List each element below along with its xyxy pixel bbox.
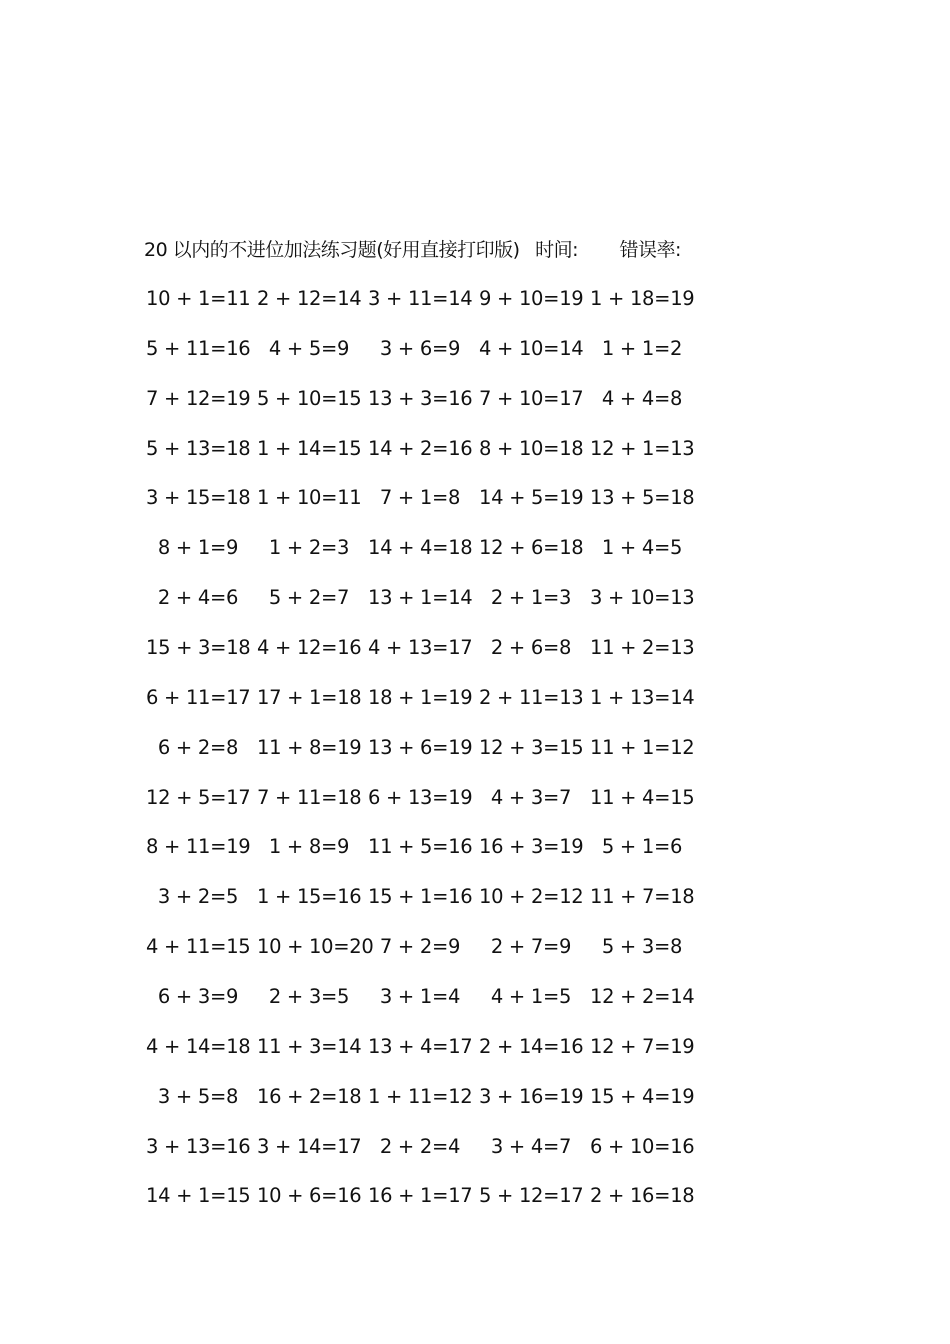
addition-problem: 1 + 18=19 (590, 287, 695, 310)
problem-row (146, 983, 706, 1033)
addition-problem: 6 + 10=16 (590, 1134, 695, 1158)
addition-problem: 15 + 1=16 (368, 885, 473, 909)
addition-problem: 7 + 11=18 (257, 785, 362, 809)
addition-problem: 4 + 13=17 (368, 636, 473, 660)
addition-problem: 11 + 3=14 (257, 1034, 362, 1058)
addition-problem: 2 + 6=8 (490, 636, 572, 660)
addition-problem: 1 + 8=9 (268, 835, 350, 859)
addition-problem: 12 + 3=15 (479, 735, 584, 759)
addition-problem: 2 + 1=3 (490, 586, 572, 610)
addition-problem: 14 + 5=19 (479, 486, 584, 510)
problem-row (146, 784, 706, 834)
addition-problem: 4 + 10=14 (479, 336, 584, 360)
problem-row (146, 1033, 706, 1083)
problem-row (146, 883, 706, 933)
addition-problem: 2 + 14=16 (479, 1034, 584, 1058)
problem-row (146, 285, 706, 335)
addition-problem: 13 + 5=18 (590, 486, 695, 510)
problem-row (146, 634, 706, 684)
problem-row (146, 385, 706, 435)
addition-problem: 13 + 6=19 (368, 735, 473, 759)
addition-problem: 2 + 4=6 (157, 586, 239, 610)
error-rate-label: 错误率: (619, 239, 681, 261)
problem-row (146, 534, 706, 584)
problem-row (146, 484, 706, 534)
addition-problem: 8 + 1=9 (157, 536, 239, 560)
addition-problem: 3 + 11=14 (368, 287, 473, 310)
addition-problem: 5 + 12=17 (479, 1184, 584, 1208)
addition-problem: 17 + 1=18 (257, 685, 362, 709)
addition-problem: 4 + 5=9 (268, 336, 350, 360)
problem-row (146, 335, 706, 385)
time-label: 时间: (535, 239, 578, 261)
addition-problem: 13 + 4=17 (368, 1034, 473, 1058)
problem-grid (146, 285, 706, 1232)
problem-row (146, 1083, 706, 1133)
worksheet-title: 20 以内的不进位加法练习题(好用直接打印版) (144, 239, 520, 261)
addition-problem: 1 + 4=5 (601, 536, 683, 560)
addition-problem: 2 + 2=4 (379, 1134, 461, 1158)
addition-problem: 5 + 3=8 (601, 935, 683, 959)
addition-problem: 6 + 2=8 (157, 735, 239, 759)
addition-problem: 4 + 4=8 (601, 386, 683, 410)
addition-problem: 3 + 13=16 (146, 1134, 251, 1158)
addition-problem: 1 + 2=3 (268, 536, 350, 560)
addition-problem: 11 + 5=16 (368, 835, 473, 859)
addition-problem: 10 + 1=11 (146, 287, 251, 310)
addition-problem: 7 + 12=19 (146, 386, 251, 410)
addition-problem: 2 + 12=14 (257, 287, 362, 310)
addition-problem: 8 + 10=18 (479, 436, 584, 460)
problem-row (146, 734, 706, 784)
addition-problem: 4 + 12=16 (257, 636, 362, 660)
addition-problem: 2 + 16=18 (590, 1184, 695, 1208)
addition-problem: 7 + 1=8 (379, 486, 461, 510)
addition-problem: 13 + 1=14 (368, 586, 473, 610)
addition-problem: 15 + 4=19 (590, 1084, 695, 1108)
addition-problem: 1 + 15=16 (257, 885, 362, 909)
addition-problem: 5 + 10=15 (257, 386, 362, 410)
problem-row (146, 933, 706, 983)
addition-problem: 3 + 2=5 (157, 885, 239, 909)
addition-problem: 2 + 7=9 (490, 935, 572, 959)
addition-problem: 1 + 1=2 (601, 336, 683, 360)
problem-row (146, 1133, 706, 1183)
addition-problem: 10 + 2=12 (479, 885, 584, 909)
addition-problem: 14 + 2=16 (368, 436, 473, 460)
addition-problem: 6 + 3=9 (157, 985, 239, 1009)
addition-problem: 3 + 1=4 (379, 985, 461, 1009)
problem-row (146, 684, 706, 734)
problem-row (146, 584, 706, 634)
addition-problem: 4 + 14=18 (146, 1034, 251, 1058)
addition-problem: 1 + 14=15 (257, 436, 362, 460)
addition-problem: 12 + 1=13 (590, 436, 695, 460)
addition-problem: 12 + 7=19 (590, 1034, 695, 1058)
addition-problem: 16 + 3=19 (479, 835, 584, 859)
problem-row (146, 833, 706, 883)
addition-problem: 4 + 11=15 (146, 935, 251, 959)
addition-problem: 5 + 13=18 (146, 436, 251, 460)
addition-problem: 6 + 13=19 (368, 785, 473, 809)
addition-problem: 12 + 5=17 (146, 785, 251, 809)
addition-problem: 2 + 3=5 (268, 985, 350, 1009)
addition-problem: 3 + 16=19 (479, 1084, 584, 1108)
addition-problem: 14 + 4=18 (368, 536, 473, 560)
addition-problem: 3 + 14=17 (257, 1134, 362, 1158)
addition-problem: 11 + 1=12 (590, 735, 695, 759)
addition-problem: 10 + 10=20 (257, 935, 374, 959)
addition-problem: 1 + 11=12 (368, 1084, 473, 1108)
addition-problem: 18 + 1=19 (368, 685, 473, 709)
addition-problem: 16 + 1=17 (368, 1184, 473, 1208)
problem-row (146, 1182, 706, 1232)
addition-problem: 7 + 2=9 (379, 935, 461, 959)
addition-problem: 12 + 6=18 (479, 536, 584, 560)
addition-problem: 6 + 11=17 (146, 685, 251, 709)
addition-problem: 7 + 10=17 (479, 386, 584, 410)
addition-problem: 8 + 11=19 (146, 835, 251, 859)
addition-problem: 5 + 2=7 (268, 586, 350, 610)
addition-problem: 1 + 13=14 (590, 685, 695, 709)
addition-problem: 5 + 11=16 (146, 336, 251, 360)
addition-problem: 11 + 2=13 (590, 636, 695, 660)
addition-problem: 4 + 3=7 (490, 785, 572, 809)
addition-problem: 3 + 6=9 (379, 336, 461, 360)
addition-problem: 1 + 10=11 (257, 486, 362, 510)
addition-problem: 15 + 3=18 (146, 636, 251, 660)
addition-problem: 9 + 10=19 (479, 287, 584, 310)
addition-problem: 12 + 2=14 (590, 985, 695, 1009)
addition-problem: 16 + 2=18 (257, 1084, 362, 1108)
worksheet-header (144, 236, 681, 264)
addition-problem: 5 + 1=6 (601, 835, 683, 859)
addition-problem: 3 + 15=18 (146, 486, 251, 510)
addition-problem: 3 + 10=13 (590, 586, 695, 610)
addition-problem: 11 + 8=19 (257, 735, 362, 759)
addition-problem: 11 + 4=15 (590, 785, 695, 809)
problem-row (146, 435, 706, 485)
addition-problem: 3 + 5=8 (157, 1084, 239, 1108)
addition-problem: 2 + 11=13 (479, 685, 584, 709)
addition-problem: 3 + 4=7 (490, 1134, 572, 1158)
addition-problem: 10 + 6=16 (257, 1184, 362, 1208)
addition-problem: 14 + 1=15 (146, 1184, 251, 1208)
addition-problem: 13 + 3=16 (368, 386, 473, 410)
addition-problem: 11 + 7=18 (590, 885, 695, 909)
addition-problem: 4 + 1=5 (490, 985, 572, 1009)
